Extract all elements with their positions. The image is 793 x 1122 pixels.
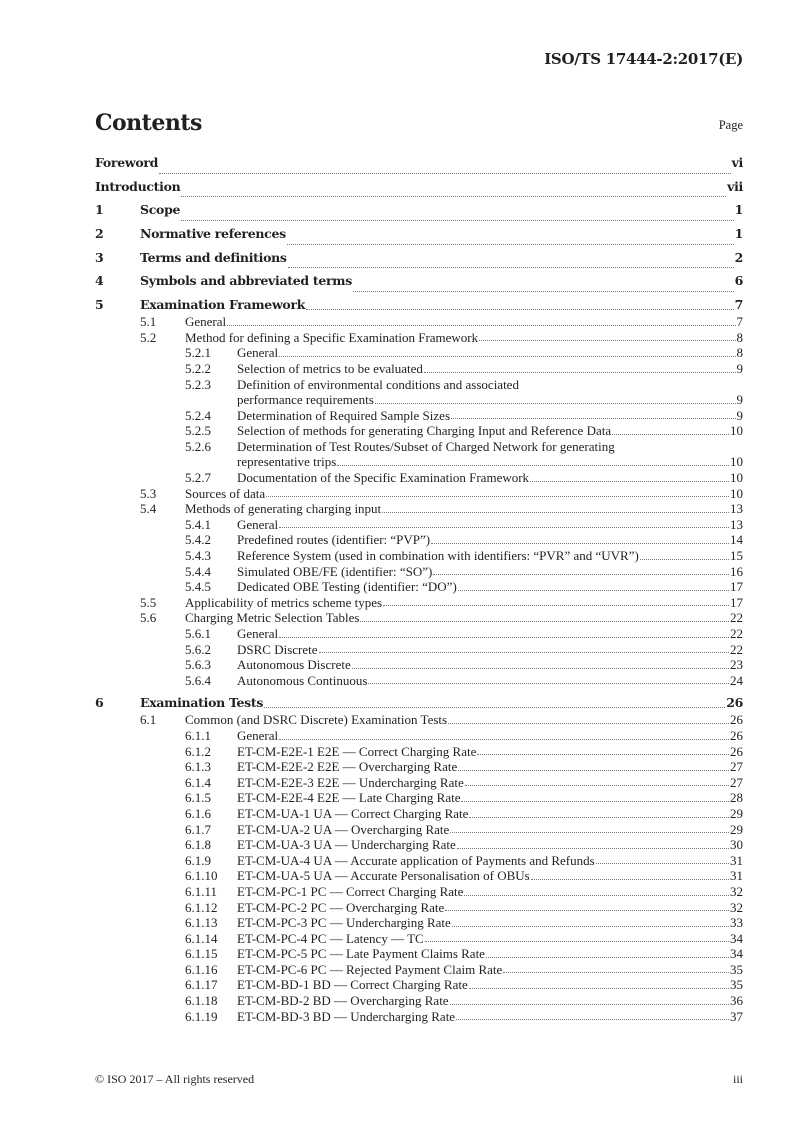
contents-heading: Contents xyxy=(95,110,202,136)
toc-entry[interactable] xyxy=(95,392,743,408)
dot-leader xyxy=(319,652,729,653)
toc-entry-title[interactable]: ET-CM-BD-3 BD — Undercharging Rate xyxy=(237,1008,456,1024)
dot-leader xyxy=(382,512,729,513)
toc-entry[interactable] xyxy=(95,225,743,249)
toc-entry[interactable] xyxy=(95,884,743,900)
toc-entry-number: 5.2.5 xyxy=(185,423,211,439)
toc-entry[interactable] xyxy=(95,564,743,580)
toc-entry-title[interactable]: Determination of Required Sample Sizes xyxy=(237,407,451,423)
toc-entry-number: 6.1.2 xyxy=(185,743,211,759)
toc-entry-number: 6.1.15 xyxy=(185,946,218,962)
toc-entry-number: 5.4.1 xyxy=(185,516,211,532)
toc-entry-page[interactable]: 34 xyxy=(730,930,743,946)
toc-entry-title[interactable]: ET-CM-UA-1 UA — Correct Charging Rate xyxy=(237,805,469,821)
toc-entry-number: 3 xyxy=(95,249,104,265)
dot-leader xyxy=(266,496,729,497)
toc-entry-title[interactable]: ET-CM-E2E-3 E2E — Undercharging Rate xyxy=(237,774,464,790)
toc-entry-page[interactable]: 31 xyxy=(730,852,743,868)
toc-entry-title[interactable]: Determination of Test Routes/Subset of Charged Network for generating xyxy=(237,438,615,454)
dot-leader xyxy=(469,817,729,818)
dot-leader xyxy=(596,863,729,864)
toc-entry[interactable] xyxy=(95,946,743,962)
toc-entry-page[interactable]: 7 xyxy=(734,297,743,313)
dot-leader xyxy=(445,910,729,911)
toc-entry-title[interactable]: Definition of environmental conditions and associated xyxy=(237,376,519,392)
toc-entry-number: 6.1.6 xyxy=(185,805,211,821)
toc-entry[interactable] xyxy=(95,822,743,838)
toc-entry-number: 6.1.1 xyxy=(185,727,211,743)
toc-entry-title[interactable]: ET-CM-PC-2 PC — Overcharging Rate xyxy=(237,899,445,915)
toc-entry-number: 5 xyxy=(95,297,104,313)
dot-leader xyxy=(531,879,729,880)
toc-entry-number: 5.2.2 xyxy=(185,360,211,376)
toc-entry-number: 6.1.12 xyxy=(185,899,218,915)
toc-entry-page[interactable]: 10 xyxy=(730,454,743,470)
toc-entry-page[interactable]: 30 xyxy=(730,837,743,853)
toc-entry[interactable] xyxy=(95,657,743,673)
dot-leader xyxy=(264,707,725,708)
toc-entry-page[interactable]: 22 xyxy=(730,610,743,626)
toc-entry-title[interactable]: representative trips xyxy=(237,454,337,470)
toc-entry-page[interactable]: 26 xyxy=(730,727,743,743)
toc-entry[interactable] xyxy=(95,330,743,346)
toc-entry-number: 5.4.4 xyxy=(185,563,211,579)
toc-entry-number: 5.4.3 xyxy=(185,548,211,564)
toc-entry-title[interactable]: ET-CM-E2E-2 E2E — Overcharging Rate xyxy=(237,759,458,775)
toc-entry[interactable] xyxy=(95,454,743,470)
dot-leader xyxy=(181,220,733,221)
toc-entry[interactable] xyxy=(95,694,743,712)
toc-entry-title[interactable]: Introduction xyxy=(95,178,181,194)
toc-entry-page[interactable]: 2 xyxy=(734,249,743,265)
dot-leader xyxy=(383,605,729,606)
toc-entry-page[interactable]: 10 xyxy=(730,470,743,486)
toc-entry-number: 5.6.2 xyxy=(185,641,211,657)
toc-entry-title[interactable]: ET-CM-PC-3 PC — Undercharging Rate xyxy=(237,915,451,931)
dot-leader xyxy=(450,1004,729,1005)
toc-entry-title[interactable]: ET-CM-E2E-1 E2E — Correct Charging Rate xyxy=(237,743,477,759)
toc-entry-title[interactable]: DSRC Discrete xyxy=(237,641,318,657)
toc-entry[interactable] xyxy=(95,642,743,658)
toc-entry[interactable] xyxy=(95,853,743,869)
toc-entry-number: 5.2 xyxy=(140,329,157,345)
toc-entry[interactable] xyxy=(95,501,743,517)
toc-entry[interactable] xyxy=(95,728,743,744)
dot-leader xyxy=(469,988,729,989)
toc-entry-page[interactable]: 22 xyxy=(730,641,743,657)
toc-entry-title[interactable]: ET-CM-PC-5 PC — Late Payment Claims Rate xyxy=(237,946,485,962)
toc-entry-page[interactable]: 26 xyxy=(726,695,743,711)
toc-entry-title[interactable]: General xyxy=(237,516,279,532)
toc-entry-title[interactable]: ET-CM-BD-1 BD — Correct Charging Rate xyxy=(237,977,468,993)
toc-entry-number: 5.6.4 xyxy=(185,672,211,688)
toc-entry[interactable] xyxy=(95,201,743,225)
toc-entry-page[interactable]: 15 xyxy=(730,548,743,564)
toc-entry-title[interactable]: Symbols and abbreviated terms xyxy=(140,273,352,289)
toc-entry-page[interactable]: 8 xyxy=(736,345,743,361)
dot-leader xyxy=(452,926,729,927)
toc-entry[interactable] xyxy=(95,775,743,791)
toc-entry-page[interactable]: 24 xyxy=(730,672,743,688)
toc-entry-number: 6.1 xyxy=(140,712,157,728)
toc-entry-title[interactable]: Reference System (used in combination with identifiers: “PVR” and “UVR”) xyxy=(237,548,639,564)
toc-entry-page[interactable]: 33 xyxy=(730,915,743,931)
dot-leader xyxy=(503,972,729,973)
dot-leader xyxy=(640,559,729,560)
toc-entry-title[interactable]: Charging Metric Selection Tables xyxy=(185,610,360,626)
toc-entry[interactable] xyxy=(95,759,743,775)
toc-entry-number: 5.4 xyxy=(140,501,157,517)
dot-leader xyxy=(288,267,734,268)
toc-entry[interactable] xyxy=(95,377,743,393)
toc-entry-page[interactable]: 36 xyxy=(730,993,743,1009)
toc-entry-page[interactable]: 16 xyxy=(730,563,743,579)
toc-entry-title[interactable]: ET-CM-UA-4 UA — Accurate application of Payments and Refunds xyxy=(237,852,595,868)
toc-entry-number: 1 xyxy=(95,202,104,218)
toc-entry-number: 5.2.1 xyxy=(185,345,211,361)
toc-entry[interactable] xyxy=(95,626,743,642)
toc-entry-title[interactable]: Dedicated OBE Testing (identifier: “DO”) xyxy=(237,579,457,595)
toc-entry-title[interactable]: ET-CM-E2E-4 E2E — Late Charging Rate xyxy=(237,790,461,806)
toc-entry-title[interactable]: ET-CM-UA-2 UA — Overcharging Rate xyxy=(237,821,450,837)
toc-entry[interactable] xyxy=(95,439,743,455)
toc-entry-title[interactable]: General xyxy=(237,727,279,743)
toc-entry-page[interactable]: 35 xyxy=(730,977,743,993)
toc-entry-title[interactable]: ET-CM-PC-4 PC — Latency — TC xyxy=(237,930,424,946)
toc-entry-title[interactable]: General xyxy=(237,626,279,641)
toc-entry-number: 5.2.3 xyxy=(185,376,211,392)
toc-entry[interactable] xyxy=(95,548,743,564)
toc-entry-page[interactable]: 10 xyxy=(730,485,743,501)
dot-leader xyxy=(375,403,736,404)
toc-entry-title[interactable]: Predefined routes (identifier: “PVP”) xyxy=(237,532,431,548)
toc-entry-page[interactable]: 22 xyxy=(730,626,743,641)
toc-entry-page[interactable]: 34 xyxy=(730,946,743,962)
toc-entry-page[interactable]: 29 xyxy=(730,805,743,821)
dot-leader xyxy=(279,739,729,740)
dot-leader xyxy=(279,356,735,357)
toc-entry-title[interactable]: Documentation of the Specific Examination Framework xyxy=(237,470,530,486)
toc-entry[interactable] xyxy=(95,423,743,439)
toc-entry-page[interactable]: vi xyxy=(731,155,743,170)
toc-entry-number: 5.1 xyxy=(140,314,157,330)
toc-entry-number: 6.1.18 xyxy=(185,993,218,1009)
toc-entry-title[interactable]: Method for defining a Specific Examination Framework xyxy=(185,329,479,345)
dot-leader xyxy=(337,465,729,466)
toc-entry-page[interactable]: vii xyxy=(727,178,743,194)
toc-entry-number: 6.1.3 xyxy=(185,759,211,775)
dot-leader xyxy=(530,481,729,482)
toc-entry[interactable] xyxy=(95,806,743,822)
toc-entry[interactable] xyxy=(95,868,743,884)
toc-entry-number: 5.6.1 xyxy=(185,626,211,641)
dot-leader xyxy=(448,723,729,724)
toc-entry-page[interactable]: 26 xyxy=(730,743,743,759)
toc-entry-page[interactable]: 13 xyxy=(730,516,743,532)
toc-entry[interactable] xyxy=(95,790,743,806)
dot-leader xyxy=(612,434,729,435)
toc-entry-number: 2 xyxy=(95,226,104,242)
dot-leader xyxy=(479,340,735,341)
dot-leader xyxy=(279,637,729,638)
toc-entry[interactable] xyxy=(95,361,743,377)
toc-entry[interactable] xyxy=(95,154,743,178)
toc-entry-title[interactable]: ET-CM-PC-6 PC — Rejected Payment Claim Rate xyxy=(237,961,503,977)
toc-entry-title[interactable]: Common (and DSRC Discrete) Examination Tests xyxy=(185,712,448,728)
toc-entry-number: 5.4.2 xyxy=(185,532,211,548)
toc-entry-page[interactable]: 17 xyxy=(730,594,743,610)
toc-entry-title[interactable]: Sources of data xyxy=(185,485,266,501)
toc-entry-page[interactable]: 9 xyxy=(736,392,743,408)
toc-entry-title[interactable]: Applicability of metrics scheme types xyxy=(185,594,383,610)
dot-leader xyxy=(433,574,729,575)
toc-entry[interactable] xyxy=(95,595,743,611)
dot-leader xyxy=(486,957,729,958)
dot-leader xyxy=(465,785,729,786)
dot-leader xyxy=(451,418,735,419)
toc-entry-title[interactable]: Selection of methods for generating Charging Input and Reference Data xyxy=(237,423,612,439)
toc-entry-page[interactable]: 28 xyxy=(730,790,743,806)
toc-entry-number: 4 xyxy=(95,273,104,289)
toc-entry[interactable] xyxy=(95,296,743,314)
toc-entry-number: 5.5 xyxy=(140,594,157,610)
dot-leader xyxy=(353,291,734,292)
toc-entry-number: 6.1.14 xyxy=(185,930,218,946)
toc-entry-title[interactable]: Selection of metrics to be evaluated xyxy=(237,360,423,376)
dot-leader xyxy=(360,621,729,622)
toc-entry-number: 6.1.7 xyxy=(185,821,211,837)
toc-entry[interactable] xyxy=(95,931,743,947)
toc-entry-page[interactable]: 14 xyxy=(730,532,743,548)
toc-entry-title[interactable]: ET-CM-UA-5 UA — Accurate Personalisation of OBUs xyxy=(237,868,530,884)
toc-entry[interactable] xyxy=(95,486,743,502)
toc-entry-title[interactable]: ET-CM-BD-2 BD — Overcharging Rate xyxy=(237,993,449,1009)
dot-leader xyxy=(431,543,729,544)
toc-entry[interactable] xyxy=(95,744,743,760)
toc-entry[interactable] xyxy=(95,673,743,689)
toc-entry-number: 6.1.11 xyxy=(185,883,218,899)
toc-entry-page[interactable]: 8 xyxy=(736,329,743,345)
toc-entry-page[interactable]: 1 xyxy=(734,202,743,218)
dot-leader xyxy=(450,832,729,833)
toc-entry-title[interactable]: Foreword xyxy=(95,155,159,170)
toc-entry-page[interactable]: 26 xyxy=(730,712,743,728)
dot-leader xyxy=(458,590,729,591)
toc-entry[interactable] xyxy=(95,249,743,273)
dot-leader xyxy=(279,527,729,528)
toc-entry-number: 6.1.13 xyxy=(185,915,218,931)
toc-entry-number: 5.2.4 xyxy=(185,407,211,423)
toc-entry[interactable] xyxy=(95,900,743,916)
dot-leader xyxy=(368,683,729,684)
dot-leader xyxy=(181,196,726,197)
dot-leader xyxy=(458,770,729,771)
toc-entry-number: 5.6.3 xyxy=(185,657,211,673)
toc-entry-number: 6.1.5 xyxy=(185,790,211,806)
footer-copyright: © ISO 2017 – All rights reserved xyxy=(95,1072,255,1086)
page-column-label: Page xyxy=(718,118,743,132)
toc-entry-title[interactable]: Terms and definitions xyxy=(140,249,287,265)
document-id: ISO/TS 17444-2:2017(E) xyxy=(544,50,743,68)
toc-entry-title[interactable]: ET-CM-PC-1 PC — Correct Charging Rate xyxy=(237,883,464,899)
footer-page-number: iii xyxy=(732,1072,743,1086)
toc-entry-title[interactable]: Simulated OBE/FE (identifier: “SO”) xyxy=(237,563,433,579)
toc-entry[interactable] xyxy=(95,977,743,993)
table-of-contents xyxy=(95,154,743,1024)
dot-leader xyxy=(461,801,729,802)
toc-entry-number: 5.2.7 xyxy=(185,470,211,486)
toc-entry-title[interactable]: Scope xyxy=(140,202,181,218)
toc-entry[interactable] xyxy=(95,610,743,626)
toc-entry-title[interactable]: Methods of generating charging input xyxy=(185,501,382,517)
toc-entry-title[interactable]: General xyxy=(237,345,279,361)
toc-entry-title[interactable]: ET-CM-UA-3 UA — Undercharging Rate xyxy=(237,837,456,853)
toc-entry-page[interactable]: 32 xyxy=(730,899,743,915)
toc-entry-number: 6.1.4 xyxy=(185,774,211,790)
toc-entry-title[interactable]: Examination Framework xyxy=(140,297,306,313)
toc-entry-title[interactable]: Autonomous Discrete xyxy=(237,657,351,673)
toc-entry-number: 5.2.6 xyxy=(185,438,211,454)
toc-entry[interactable] xyxy=(95,993,743,1009)
toc-entry-title[interactable]: Normative references xyxy=(140,226,286,242)
toc-entry[interactable] xyxy=(95,408,743,424)
toc-entry-number: 6.1.10 xyxy=(185,868,218,884)
toc-entry[interactable] xyxy=(95,178,743,202)
toc-entry-page[interactable]: 13 xyxy=(730,501,743,517)
toc-entry-title[interactable]: Autonomous Continuous xyxy=(237,672,368,688)
toc-entry-number: 6.1.9 xyxy=(185,852,211,868)
toc-entry-page[interactable]: 35 xyxy=(730,961,743,977)
dot-leader xyxy=(457,848,729,849)
toc-entry[interactable] xyxy=(95,915,743,931)
toc-entry-page[interactable]: 32 xyxy=(730,883,743,899)
toc-entry-page[interactable]: 17 xyxy=(730,579,743,595)
toc-entry-page[interactable]: 27 xyxy=(730,759,743,775)
toc-entry[interactable] xyxy=(95,962,743,978)
dot-leader xyxy=(306,309,733,310)
toc-entry[interactable] xyxy=(95,314,743,330)
toc-entry-number: 6.1.19 xyxy=(185,1008,218,1024)
dot-leader xyxy=(159,173,730,174)
toc-entry-page[interactable]: 31 xyxy=(730,868,743,884)
toc-entry-page[interactable]: 6 xyxy=(734,273,743,289)
dot-leader xyxy=(287,244,734,245)
toc-entry-page[interactable]: 1 xyxy=(734,226,743,242)
toc-entry[interactable] xyxy=(95,712,743,728)
toc-entry-number: 5.4.5 xyxy=(185,579,211,595)
toc-entry-title[interactable]: General xyxy=(185,314,227,330)
dot-leader xyxy=(456,1019,729,1020)
dot-leader xyxy=(464,895,729,896)
toc-entry-number: 6 xyxy=(95,695,104,711)
toc-entry-number: 5.6 xyxy=(140,610,157,626)
toc-entry[interactable] xyxy=(95,272,743,296)
toc-entry[interactable] xyxy=(95,1009,743,1025)
toc-entry[interactable] xyxy=(95,579,743,595)
toc-entry-page[interactable]: 9 xyxy=(736,407,743,423)
dot-leader xyxy=(352,668,729,669)
toc-entry-page[interactable]: 37 xyxy=(730,1008,743,1024)
toc-entry-number: 6.1.16 xyxy=(185,961,218,977)
dot-leader xyxy=(424,372,736,373)
toc-entry-page[interactable]: 10 xyxy=(730,423,743,439)
dot-leader xyxy=(227,325,735,326)
toc-entry[interactable] xyxy=(95,837,743,853)
toc-entry[interactable] xyxy=(95,470,743,486)
toc-entry-title[interactable]: performance requirements xyxy=(237,392,374,408)
toc-entry[interactable] xyxy=(95,517,743,533)
dot-leader xyxy=(425,941,729,942)
toc-entry-page[interactable]: 23 xyxy=(730,657,743,673)
toc-entry-number: 6.1.17 xyxy=(185,977,218,993)
toc-entry-number: 5.3 xyxy=(140,485,157,501)
dot-leader xyxy=(477,754,729,755)
toc-entry-page[interactable]: 7 xyxy=(736,314,743,330)
toc-entry[interactable] xyxy=(95,345,743,361)
toc-entry-page[interactable]: 29 xyxy=(730,821,743,837)
toc-entry-title[interactable]: Examination Tests xyxy=(140,695,264,711)
toc-entry-page[interactable]: 9 xyxy=(736,360,743,376)
toc-entry[interactable] xyxy=(95,532,743,548)
toc-entry-page[interactable]: 27 xyxy=(730,774,743,790)
toc-entry-number: 6.1.8 xyxy=(185,837,211,853)
